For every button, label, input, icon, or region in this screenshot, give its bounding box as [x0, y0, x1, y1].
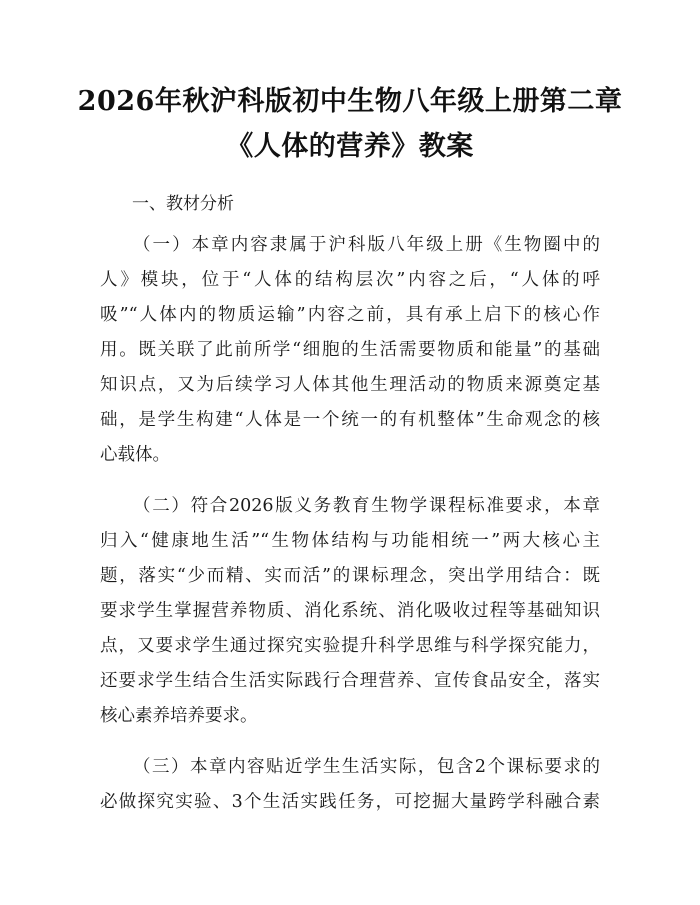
- paragraph-line: 题，落实“少而精、实而活”的课标理念，突出学用结合：既: [100, 566, 600, 586]
- paragraph-3: [100, 750, 600, 820]
- paragraph-line: 人》模块，位于“人体的结构层次”内容之后，“人体的呼: [100, 270, 600, 290]
- paragraph-line: 核心素养培养要求。: [100, 706, 258, 726]
- paragraph-line: 心载体。: [100, 445, 170, 465]
- paragraph-line: 归入“健康地生活”“生物体结构与功能相统一”两大核心主: [100, 531, 600, 551]
- paragraph-line: 点，又要求学生通过探究实验提升科学思维与科学探究能力，: [100, 636, 600, 656]
- paragraph-line: 还要求学生结合生活实际践行合理营养、宣传食品安全，落实: [100, 671, 600, 691]
- paragraph-line: 用。既关联了此前所学“细胞的生活需要物质和能量”的基础: [100, 340, 600, 360]
- paragraph-line: 知识点，又为后续学习人体其他生理活动的物质来源奠定基: [100, 375, 600, 395]
- paragraph-line: （三）本章内容贴近学生生活实际，包含2个课标要求的: [133, 757, 600, 777]
- paragraph-line: 必做探究实验、3个生活实践任务，可挖掘大量跨学科融合素: [100, 792, 600, 812]
- document-title-line-2: 《人体的营养》教案: [226, 131, 474, 162]
- document-title-line-1: 2026年秋沪科版初中生物八年级上册第二章: [77, 86, 623, 117]
- paragraph-1: [100, 228, 600, 473]
- paragraph-2: [100, 489, 600, 734]
- paragraph-line: 吸”“人体内的物质运输”内容之前，具有承上启下的核心作: [100, 305, 600, 325]
- section-heading: 一、教材分析: [132, 194, 234, 214]
- paragraph-line: （一）本章内容隶属于沪科版八年级上册《生物圈中的: [133, 235, 600, 255]
- paragraph-line: 要求学生掌握营养物质、消化系统、消化吸收过程等基础知识: [100, 601, 600, 621]
- paragraph-line: （二）符合2026版义务教育生物学课程标准要求，本章: [133, 496, 600, 516]
- paragraph-line: 础，是学生构建“人体是一个统一的有机整体”生命观念的核: [100, 410, 600, 430]
